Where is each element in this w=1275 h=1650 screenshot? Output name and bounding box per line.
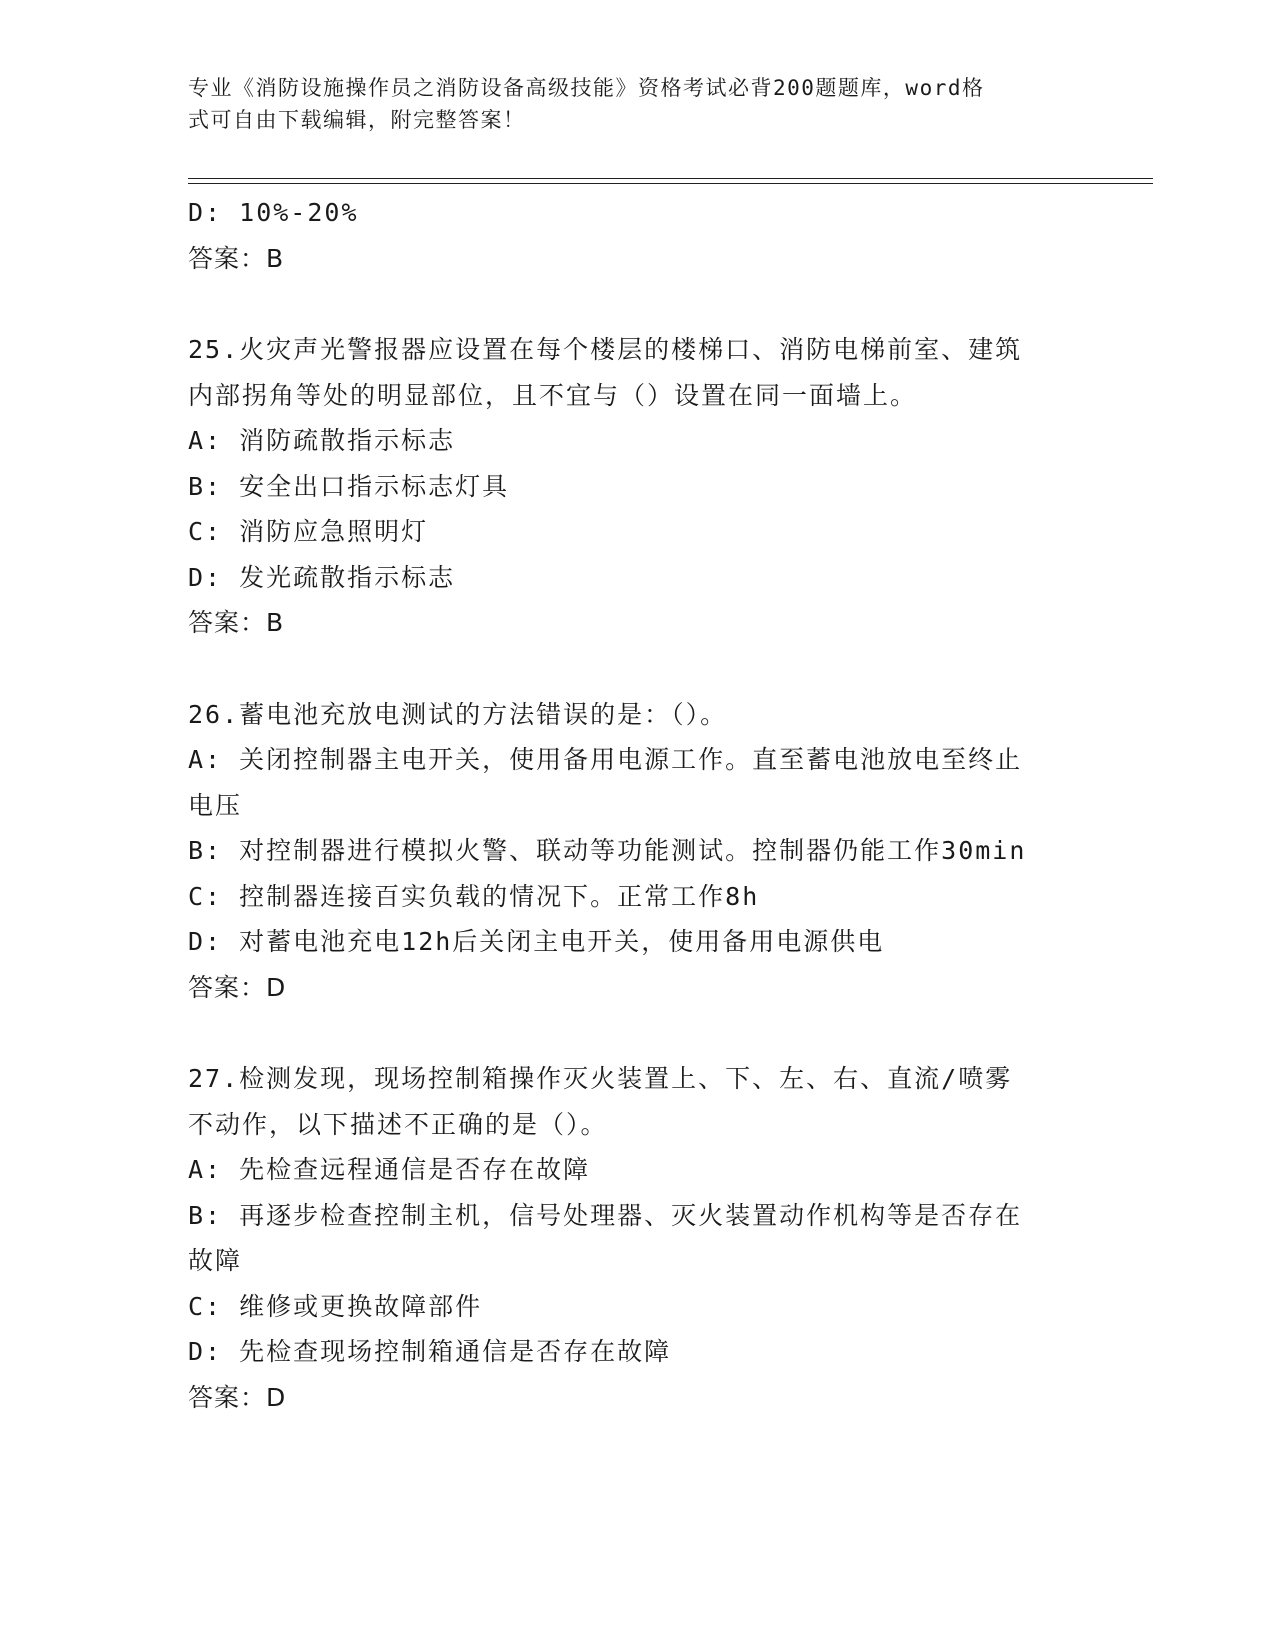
question-stem-line: 27.检测发现，现场控制箱操作灭火装置上、下、左、右、直流/喷雾 (188, 1064, 1013, 1093)
previous-question-tail (188, 190, 1088, 281)
question-27 (188, 1056, 1088, 1420)
question-26 (188, 692, 1088, 1011)
header-divider-top (188, 178, 1153, 179)
spacer (188, 646, 1088, 692)
question-stem-line: 26.蓄电池充放电测试的方法错误的是：（）。 (188, 699, 728, 729)
option-b: B: 再逐步检查控制主机，信号处理器、灭火装置动作机构等是否存在 (188, 1200, 1023, 1230)
option-a: A: 消防疏散指示标志 (188, 426, 456, 455)
header-line-2: 式可自由下载编辑，附完整答案！ (188, 108, 526, 132)
spacer (188, 1010, 1088, 1056)
spacer (188, 281, 1088, 327)
option-c: C: 维修或更换故障部件 (188, 1291, 483, 1321)
question-stem-line: 内部拐角等处的明显部位，且不宜与（）设置在同一面墙上。 (188, 380, 918, 410)
question-25 (188, 327, 1088, 646)
answer: 答案：B (188, 608, 285, 637)
option-a: A: 关闭控制器主电开关，使用备用电源工作。直至蓄电池放电至终止 (188, 745, 1023, 774)
question-stem-line: 不动作，以下描述不正确的是（）。 (188, 1109, 608, 1139)
document-header (188, 72, 1068, 136)
answer: 答案：D (188, 1382, 287, 1412)
option-d: D: 10%-20% (188, 198, 359, 227)
document-body (188, 190, 1088, 1420)
option-c: C: 消防应急照明灯 (188, 517, 429, 546)
question-stem-line: 25.火灾声光警报器应设置在每个楼层的楼梯口、消防电梯前室、建筑 (188, 335, 1023, 364)
option-d: D: 对蓄电池充电12h后关闭主电开关，使用备用电源供电 (188, 927, 885, 956)
header-line-1: 专业《消防设施操作员之消防设备高级技能》资格考试必背200题题库，word格 (188, 76, 985, 100)
header-divider-bottom (188, 183, 1153, 184)
option-b: B: 对控制器进行模拟火警、联动等功能测试。控制器仍能工作30min (188, 836, 1027, 865)
option-a: A: 先检查远程通信是否存在故障 (188, 1155, 591, 1184)
option-d: D: 发光疏散指示标志 (188, 562, 456, 592)
option-b: B: 安全出口指示标志灯具 (188, 471, 510, 501)
answer: 答案：B (188, 243, 285, 273)
answer: 答案：D (188, 972, 287, 1002)
option-b-continued: 故障 (188, 1246, 243, 1275)
option-a-continued: 电压 (188, 790, 243, 820)
option-d: D: 先检查现场控制箱通信是否存在故障 (188, 1337, 672, 1366)
option-c: C: 控制器连接百实负载的情况下。正常工作8h (188, 881, 760, 911)
